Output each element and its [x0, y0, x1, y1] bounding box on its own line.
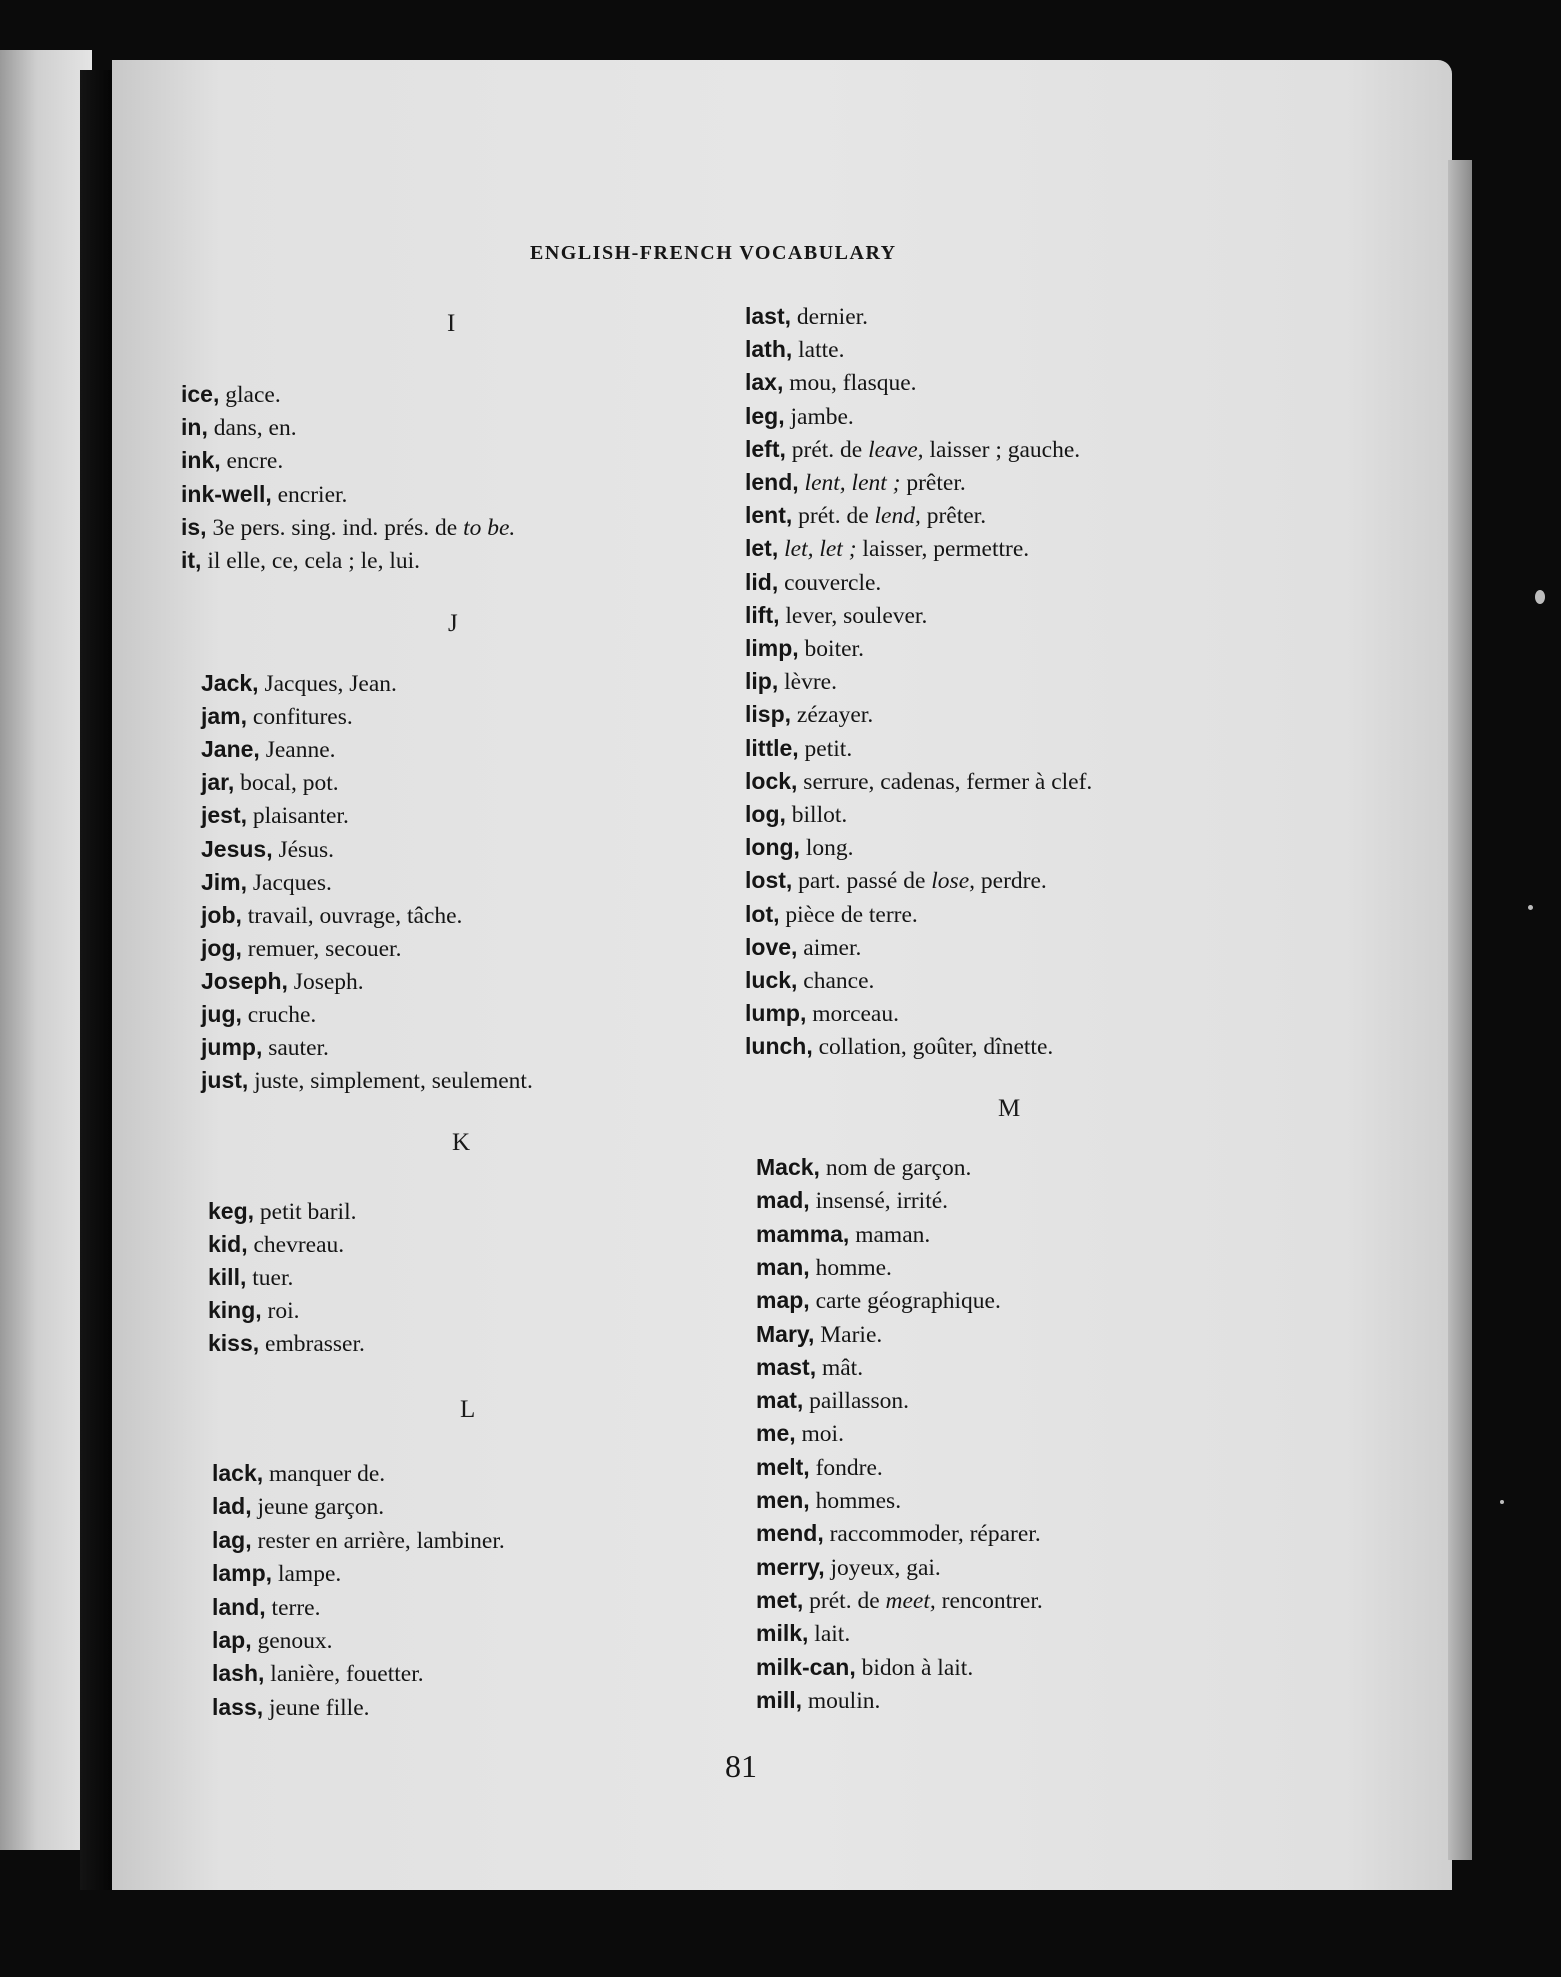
vocabulary-entry [756, 1686, 881, 1714]
vocabulary-entry [181, 449, 283, 474]
entry-headword: lend, [745, 469, 799, 495]
entry-headword: lack, [212, 1460, 264, 1486]
entry-definition: Jacques. [252, 869, 332, 896]
entry-definition: jambe. [790, 403, 854, 430]
vocabulary-entry [208, 1200, 357, 1225]
entry-headword: it, [181, 547, 202, 573]
entry-headword: jam, [201, 703, 248, 730]
entry-definition: genoux. [257, 1628, 333, 1654]
vocabulary-entry [201, 705, 353, 730]
entry-definition: morceau. [812, 1001, 899, 1028]
entry-headword: lag, [212, 1526, 252, 1553]
entry-definition: mât. [821, 1354, 864, 1381]
vocabulary-entry [756, 1289, 1001, 1314]
entry-headword: last, [745, 303, 792, 329]
entry-headword: lid, [745, 568, 779, 595]
entry-definition: petit baril. [259, 1199, 357, 1225]
entry-headword: merry, [756, 1553, 825, 1580]
entry-definition: lèvre. [784, 669, 837, 696]
entry-definition: Joseph. [293, 968, 364, 995]
vocabulary-entry [201, 901, 463, 929]
vocabulary-entry [201, 771, 339, 796]
entry-headword: lamp, [212, 1560, 273, 1587]
entry-headword: Joseph, [201, 967, 288, 994]
left-page-edge [0, 50, 92, 1850]
entry-definition-part: 3e pers. sing. ind. prés. de [212, 514, 458, 541]
entry-headword: mad, [756, 1187, 810, 1214]
entry-definition-part: laisser ; gauche. [929, 436, 1081, 463]
entry-definition-italic: meet, [885, 1587, 936, 1614]
vocabulary-entry [745, 338, 844, 363]
entry-headword: lax, [745, 369, 784, 396]
vocabulary-entry [756, 1489, 901, 1514]
entry-headword: king, [208, 1297, 262, 1323]
vocabulary-entry [745, 969, 874, 994]
entry-definition-part: prét. de [809, 1587, 880, 1614]
entry-headword: lent, [745, 502, 793, 529]
entry-definition: hommes. [815, 1488, 902, 1514]
entry-definition: mou, flasque. [789, 370, 917, 397]
vocabulary-entry [745, 371, 917, 396]
vocabulary-entry [181, 480, 348, 508]
entry-headword: milk, [756, 1620, 809, 1647]
entry-definition: moulin. [807, 1687, 881, 1714]
entry-definition: lampe. [277, 1561, 342, 1588]
vocabulary-entry [756, 1253, 892, 1281]
entry-definition: cruche. [247, 1002, 317, 1028]
entry-headword: mast, [756, 1353, 817, 1380]
entry-definition: jeune fille. [269, 1694, 370, 1721]
entry-headword: Mack, [756, 1154, 820, 1180]
vocabulary-entry [212, 1629, 333, 1654]
entry-headword: mill, [756, 1686, 803, 1713]
section-letter-m: M [998, 1095, 1021, 1122]
entry-headword: limp, [745, 635, 799, 661]
entry-definition: zézayer. [796, 702, 874, 729]
entry-definition-part: perdre. [980, 868, 1047, 895]
entry-headword: lath, [745, 336, 793, 363]
entry-definition: tuer. [252, 1265, 294, 1291]
entry-headword: jest, [201, 802, 248, 829]
vocabulary-entry [212, 1562, 341, 1587]
entry-headword: lap, [212, 1627, 252, 1653]
vocabulary-entry [756, 1553, 941, 1581]
vocabulary-entry [181, 416, 297, 441]
entry-definition: juste, simplement, seulement. [254, 1068, 533, 1095]
vocabulary-entry [756, 1622, 850, 1647]
entry-headword: me, [756, 1420, 796, 1447]
vocabulary-entry [745, 568, 882, 596]
entry-definition: jeune garçon. [257, 1494, 385, 1521]
entry-definition: dans, en. [213, 415, 297, 442]
vocabulary-entry [212, 1593, 321, 1621]
entry-definition-part: laisser, permettre. [862, 536, 1030, 563]
entry-headword: lass, [212, 1693, 264, 1720]
entry-definition: glace. [225, 382, 281, 408]
entry-definition: couvercle. [784, 569, 882, 596]
entry-definition: aimer. [803, 934, 862, 961]
entry-definition: long. [805, 835, 854, 862]
vocabulary-entry [181, 513, 516, 541]
entry-headword: left, [745, 435, 786, 462]
entry-headword: leg, [745, 402, 785, 429]
entry-definition: maman. [855, 1221, 931, 1248]
entry-headword: mend, [756, 1520, 824, 1547]
vocabulary-entry [212, 1526, 505, 1554]
vocabulary-entry [756, 1353, 864, 1381]
vocabulary-entry [212, 1495, 384, 1520]
vocabulary-entry [208, 1332, 365, 1357]
entry-headword: lot, [745, 900, 780, 927]
entry-definition: confitures. [252, 704, 353, 731]
entry-definition: chance. [803, 968, 875, 994]
vocabulary-entry [181, 549, 420, 574]
entry-headword: land, [212, 1593, 266, 1620]
vocabulary-entry [181, 383, 281, 408]
entry-definition-italic: leave, [868, 436, 924, 463]
entry-headword: ink-well, [181, 480, 272, 507]
entry-headword: lisp, [745, 701, 792, 728]
vocabulary-entry [756, 1586, 1043, 1614]
entry-headword: lost, [745, 867, 793, 894]
vocabulary-entry [745, 402, 854, 430]
entry-headword: jar, [201, 769, 235, 796]
entry-definition-italic: to be. [463, 514, 516, 541]
entry-definition: encrier. [277, 481, 348, 508]
page-number: 81 [725, 1748, 757, 1784]
entry-headword: log, [745, 801, 786, 827]
dust-speck [1500, 1500, 1504, 1504]
entry-definition: joyeux, gai. [830, 1554, 941, 1581]
vocabulary-entry [745, 435, 1081, 463]
entry-definition: paillasson. [809, 1388, 910, 1415]
entry-definition: sauter. [268, 1035, 329, 1062]
entry-headword: lash, [212, 1660, 265, 1687]
entry-headword: ice, [181, 381, 220, 407]
vocabulary-entry [208, 1266, 293, 1291]
entry-headword: little, [745, 734, 799, 761]
entry-headword: Jim, [201, 868, 248, 895]
entry-headword: in, [181, 414, 208, 441]
entry-definition: chevreau. [253, 1232, 345, 1258]
entry-definition: Jésus. [278, 836, 334, 863]
vocabulary-entry [212, 1662, 424, 1687]
entry-definition-part: prét. de [791, 436, 863, 463]
entry-headword: lift, [745, 601, 780, 628]
vocabulary-entry [756, 1189, 948, 1214]
page-stack-edge [1448, 160, 1472, 1860]
entry-definition: roi. [267, 1298, 300, 1324]
vocabulary-entry [212, 1693, 370, 1721]
entry-headword: lock, [745, 767, 798, 794]
vocabulary-entry [756, 1320, 883, 1348]
entry-headword: mamma, [756, 1220, 850, 1247]
entry-headword: kill, [208, 1264, 247, 1290]
vocabulary-entry [745, 1035, 1053, 1060]
entry-definition: moi. [801, 1421, 844, 1448]
entry-definition-italic: lend, [874, 503, 921, 530]
entry-definition-italic: lose, [931, 868, 976, 895]
vocabulary-entry [756, 1453, 883, 1481]
entry-definition: lait. [814, 1621, 851, 1648]
entry-definition: travail, ouvrage, tâche. [247, 902, 463, 929]
entry-definition: homme. [815, 1254, 892, 1281]
vocabulary-entry [201, 835, 334, 863]
vocabulary-entry [756, 1422, 844, 1447]
vocabulary-entry [745, 537, 1029, 562]
vocabulary-entry [745, 900, 918, 928]
vocabulary-entry [201, 934, 402, 962]
dust-speck [1528, 905, 1533, 910]
entry-definition: dernier. [796, 304, 869, 330]
entry-definition: embrasser. [265, 1331, 365, 1357]
entry-definition: raccommoder, réparer. [829, 1521, 1041, 1548]
entry-headword: just, [201, 1067, 249, 1094]
entry-definition-italic: lent, lent ; [804, 470, 901, 496]
vocabulary-entry [201, 738, 336, 763]
entry-definition: lever, soulever. [785, 602, 928, 629]
entry-headword: man, [756, 1253, 810, 1280]
entry-headword: mat, [756, 1387, 804, 1414]
entry-headword: map, [756, 1287, 810, 1314]
entry-definition: latte. [798, 337, 845, 364]
entry-headword: long, [745, 834, 800, 861]
entry-headword: job, [201, 901, 242, 928]
entry-headword: met, [756, 1586, 804, 1613]
vocabulary-entry [756, 1220, 931, 1248]
dust-speck [1535, 590, 1545, 604]
vocabulary-entry [201, 868, 332, 896]
entry-headword: jump, [201, 1034, 263, 1061]
vocabulary-entry [756, 1522, 1041, 1547]
entry-definition: remuer, secouer. [247, 935, 402, 962]
entry-definition: billot. [791, 802, 848, 828]
entry-headword: ink, [181, 447, 221, 474]
entry-headword: lip, [745, 668, 779, 695]
vocabulary-entry [745, 703, 873, 728]
vocabulary-entry [745, 734, 853, 762]
section-letter-l: L [460, 1396, 476, 1423]
entry-definition: terre. [271, 1594, 321, 1621]
running-head: ENGLISH-FRENCH VOCABULARY [530, 242, 897, 264]
vocabulary-entry [745, 305, 868, 330]
entry-definition-part: prêter. [906, 470, 966, 496]
vocabulary-entry [208, 1233, 344, 1258]
entry-headword: lump, [745, 1000, 807, 1027]
vocabulary-entry [201, 804, 349, 829]
entry-headword: melt, [756, 1453, 810, 1480]
entry-headword: jog, [201, 934, 242, 961]
entry-definition: bidon à lait. [861, 1654, 974, 1681]
vocabulary-entry [745, 601, 928, 629]
entry-headword: is, [181, 513, 207, 540]
entry-definition: insensé, irrité. [815, 1188, 949, 1215]
entry-headword: Jane, [201, 736, 260, 763]
vocabulary-entry [745, 1002, 899, 1027]
entry-headword: men, [756, 1487, 810, 1513]
entry-definition: collation, goûter, dînette. [818, 1034, 1054, 1061]
entry-definition-part: part. passé de [798, 868, 926, 895]
vocabulary-entry [756, 1653, 974, 1681]
entry-definition: encre. [226, 448, 284, 475]
section-letter-i: I [447, 310, 456, 337]
vocabulary-entry [212, 1462, 385, 1487]
entry-definition: Jacques, Jean. [264, 671, 397, 697]
entry-headword: luck, [745, 967, 798, 993]
entry-headword: keg, [208, 1198, 255, 1224]
entry-headword: jug, [201, 1001, 242, 1027]
entry-headword: Jack, [201, 670, 259, 696]
entry-headword: love, [745, 933, 798, 960]
entry-definition: pièce de terre. [785, 901, 918, 928]
vocabulary-entry [756, 1389, 909, 1414]
entry-definition-italic: let, let ; [784, 536, 857, 563]
entry-definition-part: rencontrer. [941, 1587, 1043, 1614]
entry-definition: boiter. [804, 636, 864, 662]
vocabulary-entry [745, 471, 966, 496]
entry-headword: lunch, [745, 1033, 813, 1060]
entry-definition: serrure, cadenas, fermer à clef. [803, 768, 1093, 795]
entry-definition: nom de garçon. [825, 1155, 972, 1181]
entry-definition: manquer de. [269, 1461, 386, 1487]
vocabulary-entry [745, 869, 1047, 894]
entry-headword: Mary, [756, 1320, 815, 1347]
entry-definition: petit. [804, 735, 853, 762]
vocabulary-entry [745, 670, 837, 695]
vocabulary-entry [201, 672, 397, 697]
entry-definition: Jeanne. [265, 737, 336, 764]
vocabulary-entry [745, 803, 847, 828]
vocabulary-entry [745, 504, 986, 529]
entry-definition: il elle, ce, cela ; le, lui. [207, 548, 421, 574]
section-letter-k: K [452, 1129, 471, 1156]
vocabulary-entry [201, 1036, 329, 1061]
entry-definition: rester en arrière, lambiner. [257, 1527, 505, 1554]
vocabulary-entry [745, 767, 1093, 795]
entry-definition: fondre. [815, 1454, 883, 1481]
vocabulary-entry [745, 933, 862, 961]
vocabulary-entry [208, 1299, 300, 1324]
vocabulary-entry [745, 637, 864, 662]
entry-definition: bocal, pot. [240, 770, 339, 797]
entry-headword: kiss, [208, 1330, 260, 1356]
vocabulary-entry [745, 836, 853, 861]
section-letter-j: J [448, 610, 458, 637]
entry-definition-part: prét. de [798, 503, 869, 530]
entry-definition: Marie. [820, 1321, 883, 1348]
vocabulary-entry [201, 1069, 533, 1094]
entry-headword: lad, [212, 1493, 252, 1520]
entry-definition: plaisanter. [252, 803, 349, 830]
entry-headword: kid, [208, 1231, 248, 1257]
entry-headword: milk-can, [756, 1653, 856, 1680]
entry-definition: lanière, fouetter. [270, 1661, 424, 1688]
entry-headword: Jesus, [201, 835, 273, 862]
vocabulary-entry [756, 1156, 971, 1181]
entry-definition-part: prêter. [926, 503, 987, 530]
entry-headword: let, [745, 535, 779, 562]
entry-definition: carte géographique. [815, 1288, 1001, 1315]
vocabulary-entry [201, 1003, 316, 1028]
vocabulary-entry [201, 967, 364, 995]
